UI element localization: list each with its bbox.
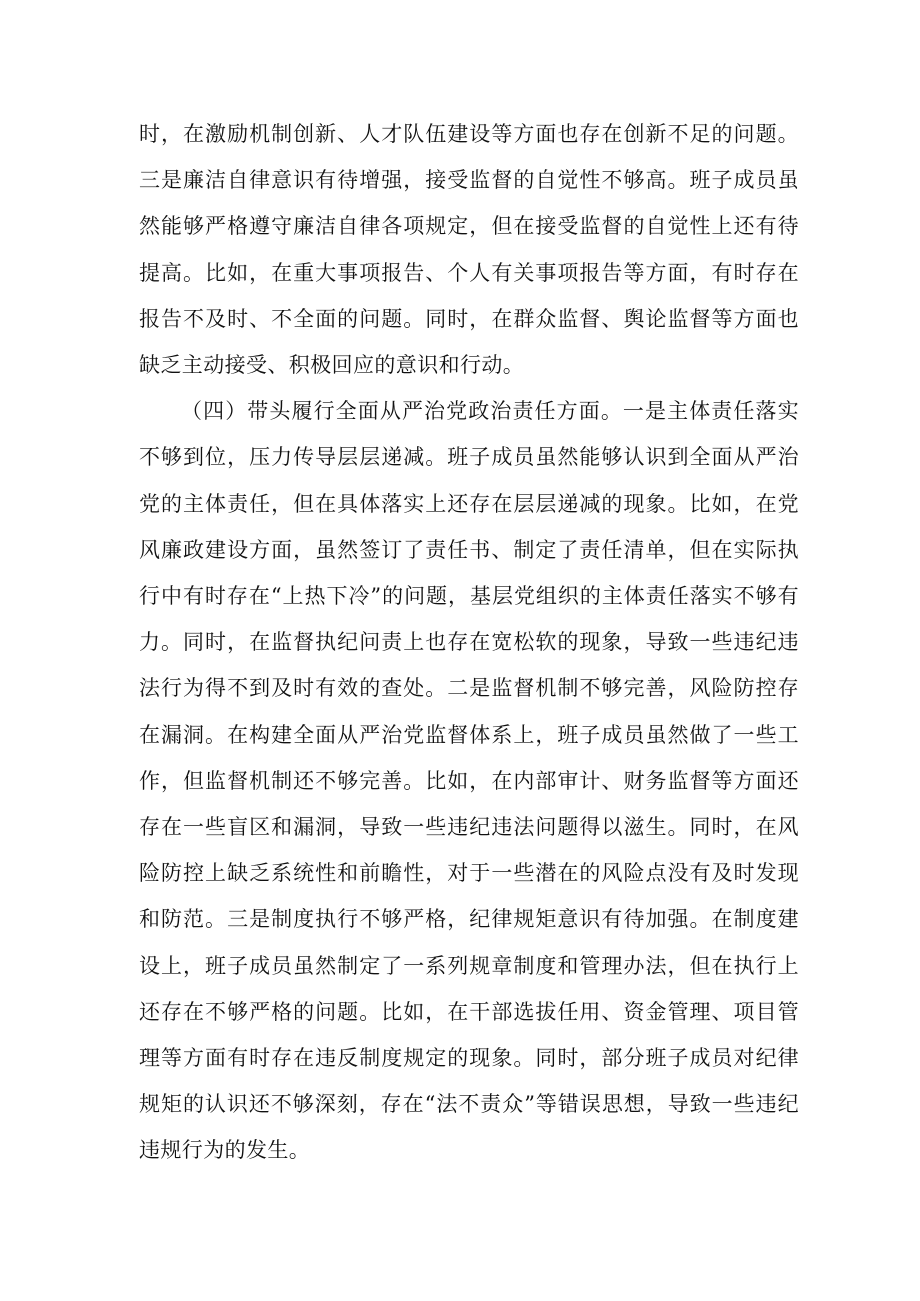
document-body	[139, 111, 799, 1174]
paragraph-section-four: （四）带头履行全面从严治党政治责任方面。一是主体责任落实不够到位，压力传导层层递减。班子成员虽然能够认识到全面从严治党的主体责任，但在具体落实上还存在层层递减的现象。比如，在党风廉政建设方面，虽然签订了责任书、制定了责任清单，但在实际执行中有时存在“上热下冷”的问题，基层党组织的主体责任落实不够有力。同时，在监督执纪问责上也存在宽松软的现象，导致一些违纪违法行为得不到及时有效的查处。二是监督机制不够完善，风险防控存在漏洞。在构建全面从严治党监督体系上，班子成员虽然做了一些工作，但监督机制还不够完善。比如，在内部审计、财务监督等方面还存在一些盲区和漏洞，导致一些违纪违法问题得以滋生。同时，在风险防控上缺乏系统性和前瞻性，对于一些潜在的风险点没有及时发现和防范。三是制度执行不够严格，纪律规矩意识有待加强。在制度建设上，班子成员虽然制定了一系列规章制度和管理办法，但在执行上还存在不够严格的问题。比如，在干部选拔任用、资金管理、项目管理等方面有时存在违反制度规定的现象。同时，部分班子成员对纪律规矩的认识还不够深刻，存在“法不责众”等错误思想，导致一些违纪违规行为的发生。	[139, 399, 799, 1163]
paragraph-continuation: 时，在激励机制创新、人才队伍建设等方面也存在创新不足的问题。三是廉洁自律意识有待增强，接受监督的自觉性不够高。班子成员虽然能够严格遵守廉洁自律各项规定，但在接受监督的自觉性上还有待提高。比如，在重大事项报告、个人有关事项报告等方面，有时存在报告不及时、不全面的问题。同时，在群众监督、舆论监督等方面也缺乏主动接受、积极回应的意识和行动。	[139, 122, 799, 378]
